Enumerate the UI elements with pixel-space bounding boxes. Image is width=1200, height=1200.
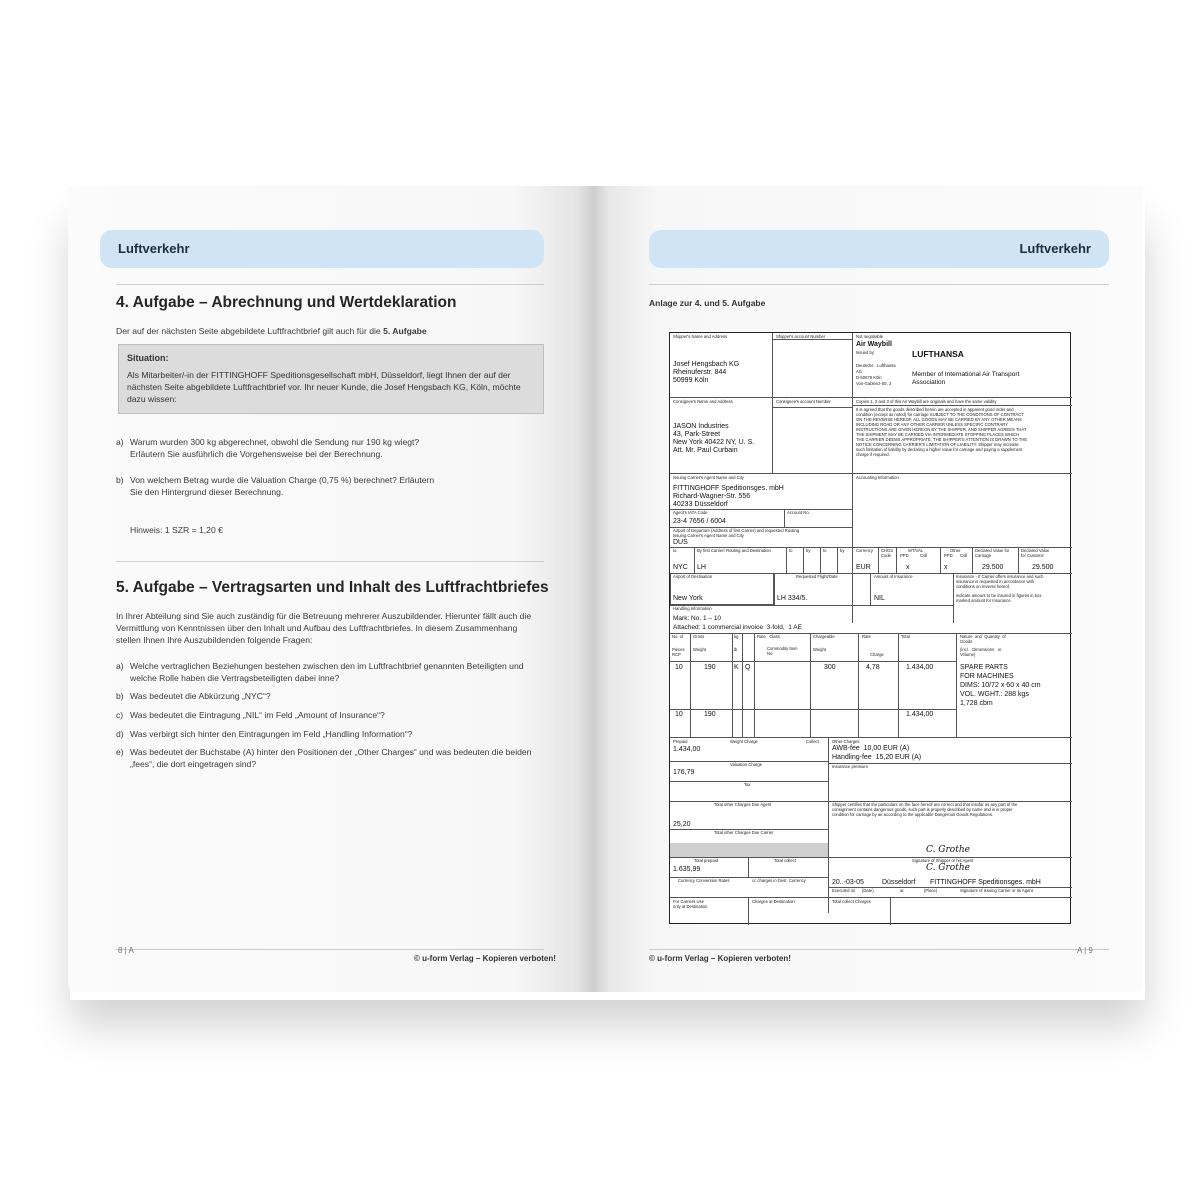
awb-field: x xyxy=(906,564,910,571)
awb-field: Weight xyxy=(693,647,706,652)
awb-field: No. of xyxy=(672,634,684,639)
form-line xyxy=(890,897,891,925)
awb-field: Prepaid xyxy=(673,739,688,744)
awb-field: lb xyxy=(734,647,738,652)
awb-field: Signature of issuing Carrier or its Agent xyxy=(960,888,1033,893)
awb-field: For Carriers Use xyxy=(673,899,704,904)
awb-field: Requested Flight/Date xyxy=(796,574,838,579)
awb-field: Agent's IATA Code xyxy=(673,510,708,515)
form-line xyxy=(858,633,859,737)
awb-field: PPD xyxy=(944,553,953,558)
annex-title: Anlage zur 4. und 5. Aufgabe xyxy=(649,298,766,308)
form-line xyxy=(786,547,787,573)
awb-field: marked amount for Insurance xyxy=(956,598,1011,603)
form-line xyxy=(690,633,691,737)
awb-field: Account No. xyxy=(787,510,810,515)
awb-field: Total other Charges Due Agent xyxy=(714,802,772,807)
awb-field: Attached: 1 commercial invoice 3-fold, 1 AE xyxy=(673,624,802,631)
awb-field: Handling Information xyxy=(673,606,712,611)
text-fragment: Warum wurden 300 kg abgerechnet, obwohl die Sendung nur 190 kg wiegt? Erläutern Sie ausführlich die Vorgehensweise bei der Berechnung. xyxy=(130,437,420,459)
footer-rule xyxy=(649,949,1109,950)
awb-field: Weight Charge xyxy=(730,739,758,744)
awb-field: Issuing Carrier's Agent Name and City xyxy=(673,533,744,538)
divider xyxy=(116,561,544,562)
awb-field: Coll xyxy=(960,553,968,558)
awb-field: FITTINGHOFF Speditionsges. mbH xyxy=(673,485,784,492)
awb-field: FOR MACHINES xyxy=(960,673,1014,680)
awb-field: Chargeable xyxy=(813,634,835,639)
awb-field: 10 xyxy=(675,664,683,671)
awb-field: D-50679 Köln xyxy=(856,375,882,380)
awb-field: NIL xyxy=(874,595,885,602)
awb-field: EUR xyxy=(856,564,871,571)
awb-field: Insurance premium xyxy=(832,764,868,769)
awb-field: Total collect Charges xyxy=(832,899,871,904)
awb-field: 176,79 xyxy=(673,769,695,776)
shipper-line-3: 50999 Köln xyxy=(673,377,709,384)
awb-field: 1.635,99 xyxy=(673,866,701,873)
awb-field: 1.434,00 xyxy=(906,711,934,718)
form-line xyxy=(670,605,953,606)
form-line xyxy=(670,737,1072,738)
awb-field: 29.500 xyxy=(1032,564,1054,571)
awb-field: 25,20 xyxy=(673,821,691,828)
task5-question-e xyxy=(116,746,536,770)
awb-field: (Place) xyxy=(924,888,938,893)
awb-field: Shipper's account Number xyxy=(776,334,826,339)
awb-field: to xyxy=(789,548,793,553)
shipper-signature: C. Grothe xyxy=(926,845,970,855)
air-waybill-form xyxy=(669,332,1071,924)
awb-field: condition (except as noted) for carriage SUBJECT TO THE CONDITIONS OF CONTRACT xyxy=(856,412,1024,417)
form-line xyxy=(670,843,828,857)
awb-field: Shipper's Name and Address xyxy=(673,334,728,339)
awb-field: conditions on reverse hereof, xyxy=(956,584,1011,589)
awb-field: indicate amount to be insured in figures in box xyxy=(956,593,1042,598)
awb-field: Not negotiable xyxy=(856,334,884,339)
awb-field: NYC xyxy=(673,564,688,571)
text-fragment: Was bedeutet der Buchstabe (A) hinter den Positionen der „Other Charges“ und was bedeuten die beiden „fees“, die dort eingetragen sind? xyxy=(130,747,532,769)
awb-field: Insurance - If Carrier offers insurance and such xyxy=(956,574,1044,579)
form-line xyxy=(828,897,1072,898)
awb-field: only at Destination xyxy=(673,904,708,909)
awb-field: 20..-03-05 xyxy=(832,879,864,886)
awb-field: 1,728 cbm xyxy=(960,700,993,707)
awb-field: Deutsche Lufthansa xyxy=(856,363,896,368)
awb-field: Att. Mr. Paul Curbain xyxy=(673,447,738,454)
carrier-signature: C. Grothe xyxy=(926,863,970,873)
task5-question-c xyxy=(116,709,536,721)
text-fragment: Was bedeutet die Eintragung „NIL“ im Feld „Amount of Insurance“? xyxy=(130,710,385,720)
awb-field: Currency xyxy=(856,548,873,553)
form-line xyxy=(748,897,749,925)
awb-field: for Customs xyxy=(1021,553,1044,558)
form-line xyxy=(694,547,695,573)
awb-field: Declared Value for xyxy=(975,548,1010,553)
divider xyxy=(116,284,544,285)
awb-field: It is agreed that the goods described herein are accepted in apparent good order and xyxy=(856,407,1014,412)
awb-field: Air Waybill xyxy=(856,341,892,348)
awb-field: Gross xyxy=(693,634,705,639)
awb-field: Pieces xyxy=(672,647,685,652)
text-fragment: Welche vertraglichen Beziehungen bestehen zwischen den im Luftfrachtbrief genannten Beteiligten und welche Rolle haben die Vertragsbeteiligten dabei inne? xyxy=(130,661,524,683)
awb-field: AG xyxy=(856,369,863,374)
awb-field: by xyxy=(840,548,845,553)
awb-field: Other xyxy=(950,548,961,553)
awb-field: Richard-Wagner-Str. 556 xyxy=(673,493,751,500)
awb-field: x xyxy=(944,564,948,571)
awb-field: THE SHIPMENT MAY BE CARRIED VIA INTERMEDIATE STOPPING PLACES WHICH xyxy=(856,432,1020,437)
awb-field: such limitation of liability by declaring a higher value for carriage and paying a supplement xyxy=(856,447,1023,452)
awb-field: Total prepaid xyxy=(694,858,718,863)
awb-field: Consignee's account Number xyxy=(776,399,831,404)
situation-text: Als Mitarbeiter/-in der FITTINGHOFF Speditionsgesellschaft mbH, Düsseldorf, liegt Ihnen der auf der nächsten Seite abgebildete Luftfrachtbrief vor. Ihr neuer Kunde, die Josef Hengsbach KG, Köln, möchte dazu wissen: xyxy=(127,370,521,404)
awb-field: Tax xyxy=(744,782,751,787)
form-line xyxy=(670,633,1072,634)
carrier-name: LUFTHANSA xyxy=(912,349,964,359)
form-line xyxy=(852,405,1072,406)
form-line xyxy=(1018,547,1019,573)
awb-field: LH xyxy=(697,564,706,571)
form-line xyxy=(803,547,804,573)
awb-field: Other Charges xyxy=(832,739,860,744)
form-line xyxy=(878,547,879,573)
awb-field: 1.434,00 xyxy=(906,664,934,671)
awb-field: By first Carrier/ Routing and Destination xyxy=(697,548,771,553)
awb-field: Mark: No. 1 – 10 xyxy=(673,615,722,622)
situation-title: Situation: xyxy=(127,353,169,363)
awb-field: Rate xyxy=(862,634,871,639)
form-line xyxy=(670,473,1072,474)
form-line xyxy=(772,333,773,473)
awb-field: Handling-fee 15,20 EUR (A) xyxy=(832,754,922,761)
awb-field: Code xyxy=(881,553,892,558)
awb-field: at xyxy=(900,888,904,893)
awb-field: Total other Charges Due Carrier xyxy=(714,830,774,835)
awb-field: NOTICE CONCERNING CARRIER'S LIMITATION OF LIABILITY. Shipper may increase xyxy=(856,442,1019,447)
awb-field: 23-4 7656 / 6004 xyxy=(673,518,726,525)
awb-field: FITTINGHOFF Speditionsges. mbH xyxy=(930,879,1041,886)
form-line xyxy=(670,661,956,662)
text-fragment: b) xyxy=(116,691,124,701)
form-line xyxy=(670,397,852,398)
form-line xyxy=(772,407,852,408)
text-fragment: a) xyxy=(116,661,124,671)
task5-title: 5. Aufgabe – Vertragsarten und Inhalt des Luftfrachtbriefes xyxy=(116,579,549,596)
form-line xyxy=(837,547,838,573)
right-header-bar xyxy=(649,230,1109,268)
awb-field: Düsseldorf xyxy=(882,879,916,886)
right-header-title: Luftverkehr xyxy=(1019,241,1091,256)
awb-field: RCP xyxy=(672,652,681,657)
awb-field: Coll xyxy=(920,553,928,558)
awb-field: 10 xyxy=(675,711,683,718)
text-fragment: c) xyxy=(116,710,124,720)
awb-field: Collect xyxy=(806,739,819,744)
awb-field: insurance is requested in accordance with xyxy=(956,579,1034,584)
awb-field: Declared Value xyxy=(1021,548,1050,553)
awb-field: consignment contains dangerous goods, such part is properly described by name and is in proper xyxy=(832,807,1013,812)
task5-intro: In Ihrer Abteilung sind Sie auch zuständig für die Betreuung mehrerer Auszubildender. Hierunter fällt auch die Vermittlung von Kenntnissen über den Inhalt und Aufbau des Luftfrachtbriefes. In diesem Zusammenhang stellen Ihnen Ihre Auszubildenden folgende Fragen: xyxy=(116,611,532,645)
task4-question-a xyxy=(116,436,456,460)
task4-title: 4. Aufgabe – Abrechnung und Wertdeklaration xyxy=(116,294,457,311)
awb-field: WT/VAL xyxy=(908,548,924,553)
form-line xyxy=(870,573,871,605)
text-fragment: b) xyxy=(116,475,124,485)
awb-field: AWB-fee 10,00 EUR (A) xyxy=(832,745,910,752)
left-page xyxy=(68,186,593,992)
awb-field: 43, Park-Street xyxy=(673,431,721,438)
form-line xyxy=(953,573,954,623)
form-line xyxy=(896,547,897,573)
text-fragment: Der auf der nächsten Seite abgebildete Luftfrachtbrief gilt auch für die xyxy=(116,326,381,336)
awb-field: Airport of Departure (Address of first Carrier) and requested Routing xyxy=(673,528,800,533)
awb-field: CHGS xyxy=(881,548,894,553)
awb-field: to xyxy=(673,548,677,553)
text-fragment: e) xyxy=(116,747,124,757)
awb-field: THE CARRIER DEEMS APPROPRIATE. THE SHIPPER'S ATTENTION IS DRAWN TO THE xyxy=(856,437,1028,442)
awb-field: New York 40422 NY, U. S. xyxy=(673,439,755,446)
form-line xyxy=(972,547,973,573)
awb-field: New York xyxy=(673,595,703,602)
form-line xyxy=(754,633,755,737)
awb-field: INSTRUCTIONS ARE GIVEN HEREON BY THE SHIPPER, AND SHIPPER AGREES THAT xyxy=(856,427,1027,432)
awb-field: VOL. WGHT.: 288 kgs xyxy=(960,691,1029,698)
awb-field: Nature and Quantity of xyxy=(960,634,1006,639)
awb-field: 190 xyxy=(704,711,716,718)
situation-box xyxy=(118,344,544,414)
text-fragment: Was verbirgt sich hinter den Eintragungen im Feld „Handling Information“? xyxy=(130,729,413,739)
awb-field: INCLUDING ROAD OR ANY OTHER CARRIER UNLESS SPECIFIC CONTRARY xyxy=(856,422,1009,427)
form-line xyxy=(852,397,1072,398)
awb-field: 300 xyxy=(824,664,836,671)
awb-field: Charge xyxy=(870,652,884,657)
awb-field: by xyxy=(806,548,811,553)
awb-field: Weight xyxy=(813,647,826,652)
form-line xyxy=(670,897,828,898)
awb-field: charge if required. xyxy=(856,452,890,457)
text-fragment: d) xyxy=(116,729,124,739)
form-line xyxy=(784,509,785,527)
awb-field: Carriage xyxy=(975,553,992,558)
awb-field: Currency Conversion Rates xyxy=(678,878,730,883)
awb-field: Total xyxy=(901,634,910,639)
left-copyright: © u-form Verlag – Kopieren verboten! xyxy=(414,954,556,963)
form-line xyxy=(732,633,733,737)
awb-field: Goods xyxy=(960,639,973,644)
left-page-number: 8 | A xyxy=(118,946,134,955)
awb-field: 4,78 xyxy=(866,664,880,671)
shipper-line-1: Josef Hengsbach KG xyxy=(673,361,740,368)
left-header-bar xyxy=(100,230,544,268)
awb-field: Charges at Destination xyxy=(752,899,795,904)
awb-field: Executed on xyxy=(832,888,856,893)
awb-field: DUS xyxy=(673,539,688,546)
awb-field: condition for carriage by air according to the applicable Dangerous Goods Regulations. xyxy=(832,812,994,817)
text-fragment: 5. Aufgabe xyxy=(383,326,427,336)
awb-field: Shipper certifies that the particulars on the face hereof are correct and that insofar as any part of the xyxy=(832,802,1018,807)
left-header-title: Luftverkehr xyxy=(118,241,190,256)
awb-field: Issuing Carrier's Agent Name and City xyxy=(673,475,744,480)
awb-field: (Date) xyxy=(862,888,874,893)
form-line xyxy=(940,547,941,573)
awb-field: JASON Industries xyxy=(673,423,729,430)
footer-rule xyxy=(116,949,544,950)
task5-question-a xyxy=(116,660,536,684)
awb-field: Valuation Charge xyxy=(730,762,763,767)
divider xyxy=(649,284,1109,285)
awb-field: 1.434,00 xyxy=(673,746,701,753)
awb-field: Copies 1, 2 and 3 of this Air Waybill are originals and have the same validity xyxy=(856,399,997,404)
form-line xyxy=(898,633,899,737)
awb-field: 40233 Düsseldorf xyxy=(673,501,728,508)
form-line xyxy=(774,573,775,605)
task4-intro xyxy=(116,325,427,337)
form-line xyxy=(810,633,811,737)
form-line xyxy=(670,709,956,710)
form-line xyxy=(820,547,821,573)
awb-field: Airport of Destination xyxy=(673,574,713,579)
awb-field: kg xyxy=(734,634,739,639)
awb-field: Signature of Shipper or his Agent xyxy=(912,858,974,863)
awb-field: Total collect xyxy=(774,858,796,863)
task5-question-d xyxy=(116,728,536,740)
text-fragment: a) xyxy=(116,437,124,447)
text-fragment: Was bedeutet die Abkürzung „NYC“? xyxy=(130,691,271,701)
task4-hint: Hinweis: 1 SZR = 1,20 € xyxy=(130,525,223,535)
awb-field: Commodity Item xyxy=(767,646,798,651)
awb-field: Association xyxy=(912,379,946,386)
awb-field: cc charges in Dest. Currency xyxy=(752,878,806,883)
shipper-line-2: Rheinuferstr. 844 xyxy=(673,369,727,376)
right-copyright: © u-form Verlag – Kopieren verboten! xyxy=(649,954,791,963)
form-line xyxy=(852,333,853,623)
awb-field: LH 334/5. xyxy=(777,595,808,602)
awb-field: Accounting Information xyxy=(856,475,899,480)
awb-field: SPARE PARTS xyxy=(960,664,1008,671)
awb-field: to xyxy=(823,548,827,553)
text-fragment: Von welchem Betrag wurde die Valuation Charge (0,75 %) berechnet? Erläutern Sie den Hintergrund dieser Berechnung. xyxy=(130,475,435,497)
awb-field: Issued by xyxy=(856,350,874,355)
form-line xyxy=(748,857,749,877)
task5-question-b xyxy=(116,690,536,702)
form-line xyxy=(772,339,852,340)
form-line xyxy=(956,633,957,737)
awb-field: (incl. Dimensions or xyxy=(960,647,1002,652)
awb-field: Consignee's Name and Address xyxy=(673,399,733,404)
awb-field: Von-Gablenz-Str. 2 xyxy=(856,381,892,386)
awb-field: PPD xyxy=(900,553,909,558)
form-line xyxy=(742,633,743,737)
awb-field: Volume) xyxy=(960,652,976,657)
awb-field: No. xyxy=(767,651,774,656)
awb-field: DIMS: 10/72 x 60 x 40 cm xyxy=(960,682,1041,689)
right-page-number: A | 9 xyxy=(1077,946,1093,955)
awb-field: Amount of Insurance xyxy=(874,574,913,579)
awb-field: K xyxy=(734,664,739,671)
right-page xyxy=(593,186,1143,992)
awb-field: 190 xyxy=(704,664,716,671)
awb-field: Member of International Air Transport xyxy=(912,371,1020,378)
task4-question-b xyxy=(116,474,436,498)
awb-field: Q xyxy=(745,664,751,671)
awb-field: Rate Class xyxy=(757,634,780,639)
awb-field: ON THE REVERSE HEREOF. ALL GOODS MAY BE CARRIED BY ANY OTHER MEANS xyxy=(856,417,1022,422)
awb-field: 29.500 xyxy=(982,564,1004,571)
